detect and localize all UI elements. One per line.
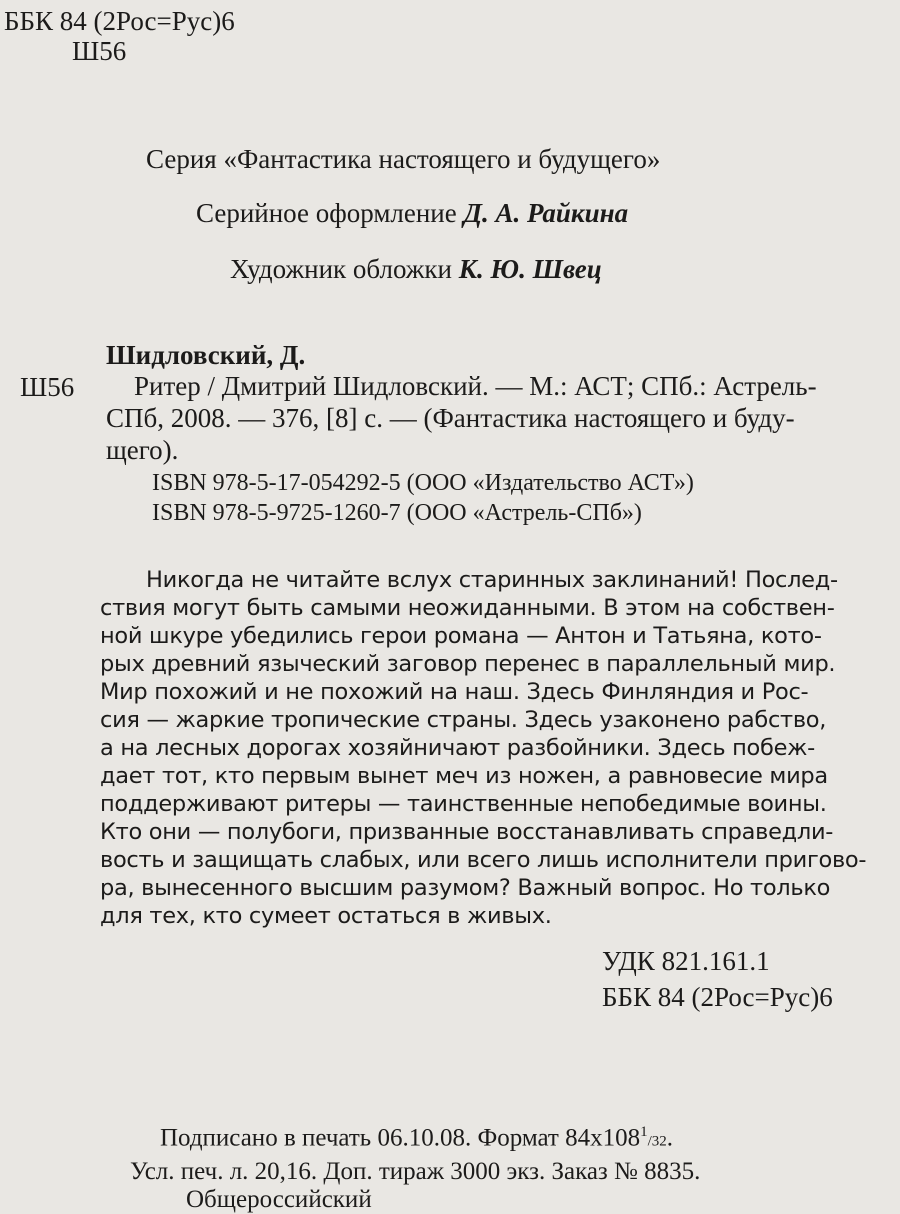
imprint-end: . <box>666 1124 674 1152</box>
artist-line <box>230 254 602 285</box>
annotation-line: дает тот, кто первым вынет меч из ножен, а равновесие мира <box>100 763 828 789</box>
design-name: Д. А. Райкина <box>463 198 629 228</box>
annotation-line: рых древний языческий заговор перенес в параллельный мир. <box>100 651 836 677</box>
imprint-line-3: Общероссийский <box>186 1186 372 1213</box>
annotation-line: а на лесных дорогах хозяйничают разбойники. Здесь побеж- <box>100 735 815 761</box>
bibliography-entry <box>106 370 866 466</box>
imprint-signed: Подписано в печать 06.10.08. Формат 84x108 <box>160 1124 641 1152</box>
artist-prefix: Художник обложки <box>230 254 452 284</box>
isbn-astrel: ISBN 978-5-9725-1260-7 (ООО «Астрель-СПб») <box>152 500 642 526</box>
artist-name: К. Ю. Швец <box>458 254 602 284</box>
udk-code: УДК 821.161.1 <box>602 946 770 976</box>
imprint-line-1 <box>160 1124 673 1152</box>
annotation-line: Кто они — полубоги, призванные восстанавливать справедли- <box>100 819 834 845</box>
annotation-line: для тех, кто сумеет остаться в живых. <box>100 903 552 929</box>
bbk-code: ББК 84 (2Рос=Рус)6 <box>602 982 833 1012</box>
header-code: Ш56 <box>72 36 127 66</box>
design-prefix: Серийное оформление <box>196 198 457 228</box>
annotation-line: Мир похожий и не похожий на наш. Здесь Финляндия и Рос- <box>100 679 809 705</box>
author-heading: Шидловский, Д. <box>106 340 306 370</box>
design-line <box>196 198 628 229</box>
series-prefix: Серия <box>146 144 217 174</box>
bibliography-line: СПб, 2008. — 376, [8] с. — (Фантастика настоящего и буду- <box>106 403 795 433</box>
header-bbk: ББК 84 (2Рос=Рус)6 <box>4 6 235 36</box>
format-subscript: /32 <box>647 1133 667 1150</box>
bibliography-line: щего). <box>106 435 179 465</box>
imprint-line-2: Усл. печ. л. 20,16. Доп. тираж 3000 экз. Заказ № 8835. <box>130 1158 701 1185</box>
bibliography-line: Ритер / Дмитрий Шидловский. — М.: АСТ; СПб.: Астрель- <box>134 371 817 401</box>
series-line <box>146 144 660 175</box>
isbn-ast: ISBN 978-5-17-054292-5 (ООО «Издательство АСТ») <box>152 470 694 496</box>
annotation-line: вость и защищать слабых, или всего лишь исполнители пригово- <box>100 847 867 873</box>
annotation-line: сия — жаркие тропические страны. Здесь узаконено рабство, <box>100 707 827 733</box>
annotation-line: ра, вынесенного высшим разумом? Важный вопрос. Но только <box>100 875 831 901</box>
annotation-line: ной шкуре убедились герои романа — Антон и Татьяна, кото- <box>100 623 822 649</box>
bibliography-code: Ш56 <box>20 372 75 402</box>
annotation-paragraph <box>100 566 867 930</box>
series-name: «Фантастика настоящего и будущего» <box>223 144 661 174</box>
annotation-line: ствия могут быть самыми неожиданными. В этом на собствен- <box>100 595 835 621</box>
annotation-line: Никогда не читайте вслух старинных заклинаний! Послед- <box>146 567 838 593</box>
format-superscript: 1 <box>640 1124 648 1140</box>
annotation-line: поддерживают ритеры — таинственные непобедимые воины. <box>100 791 827 817</box>
